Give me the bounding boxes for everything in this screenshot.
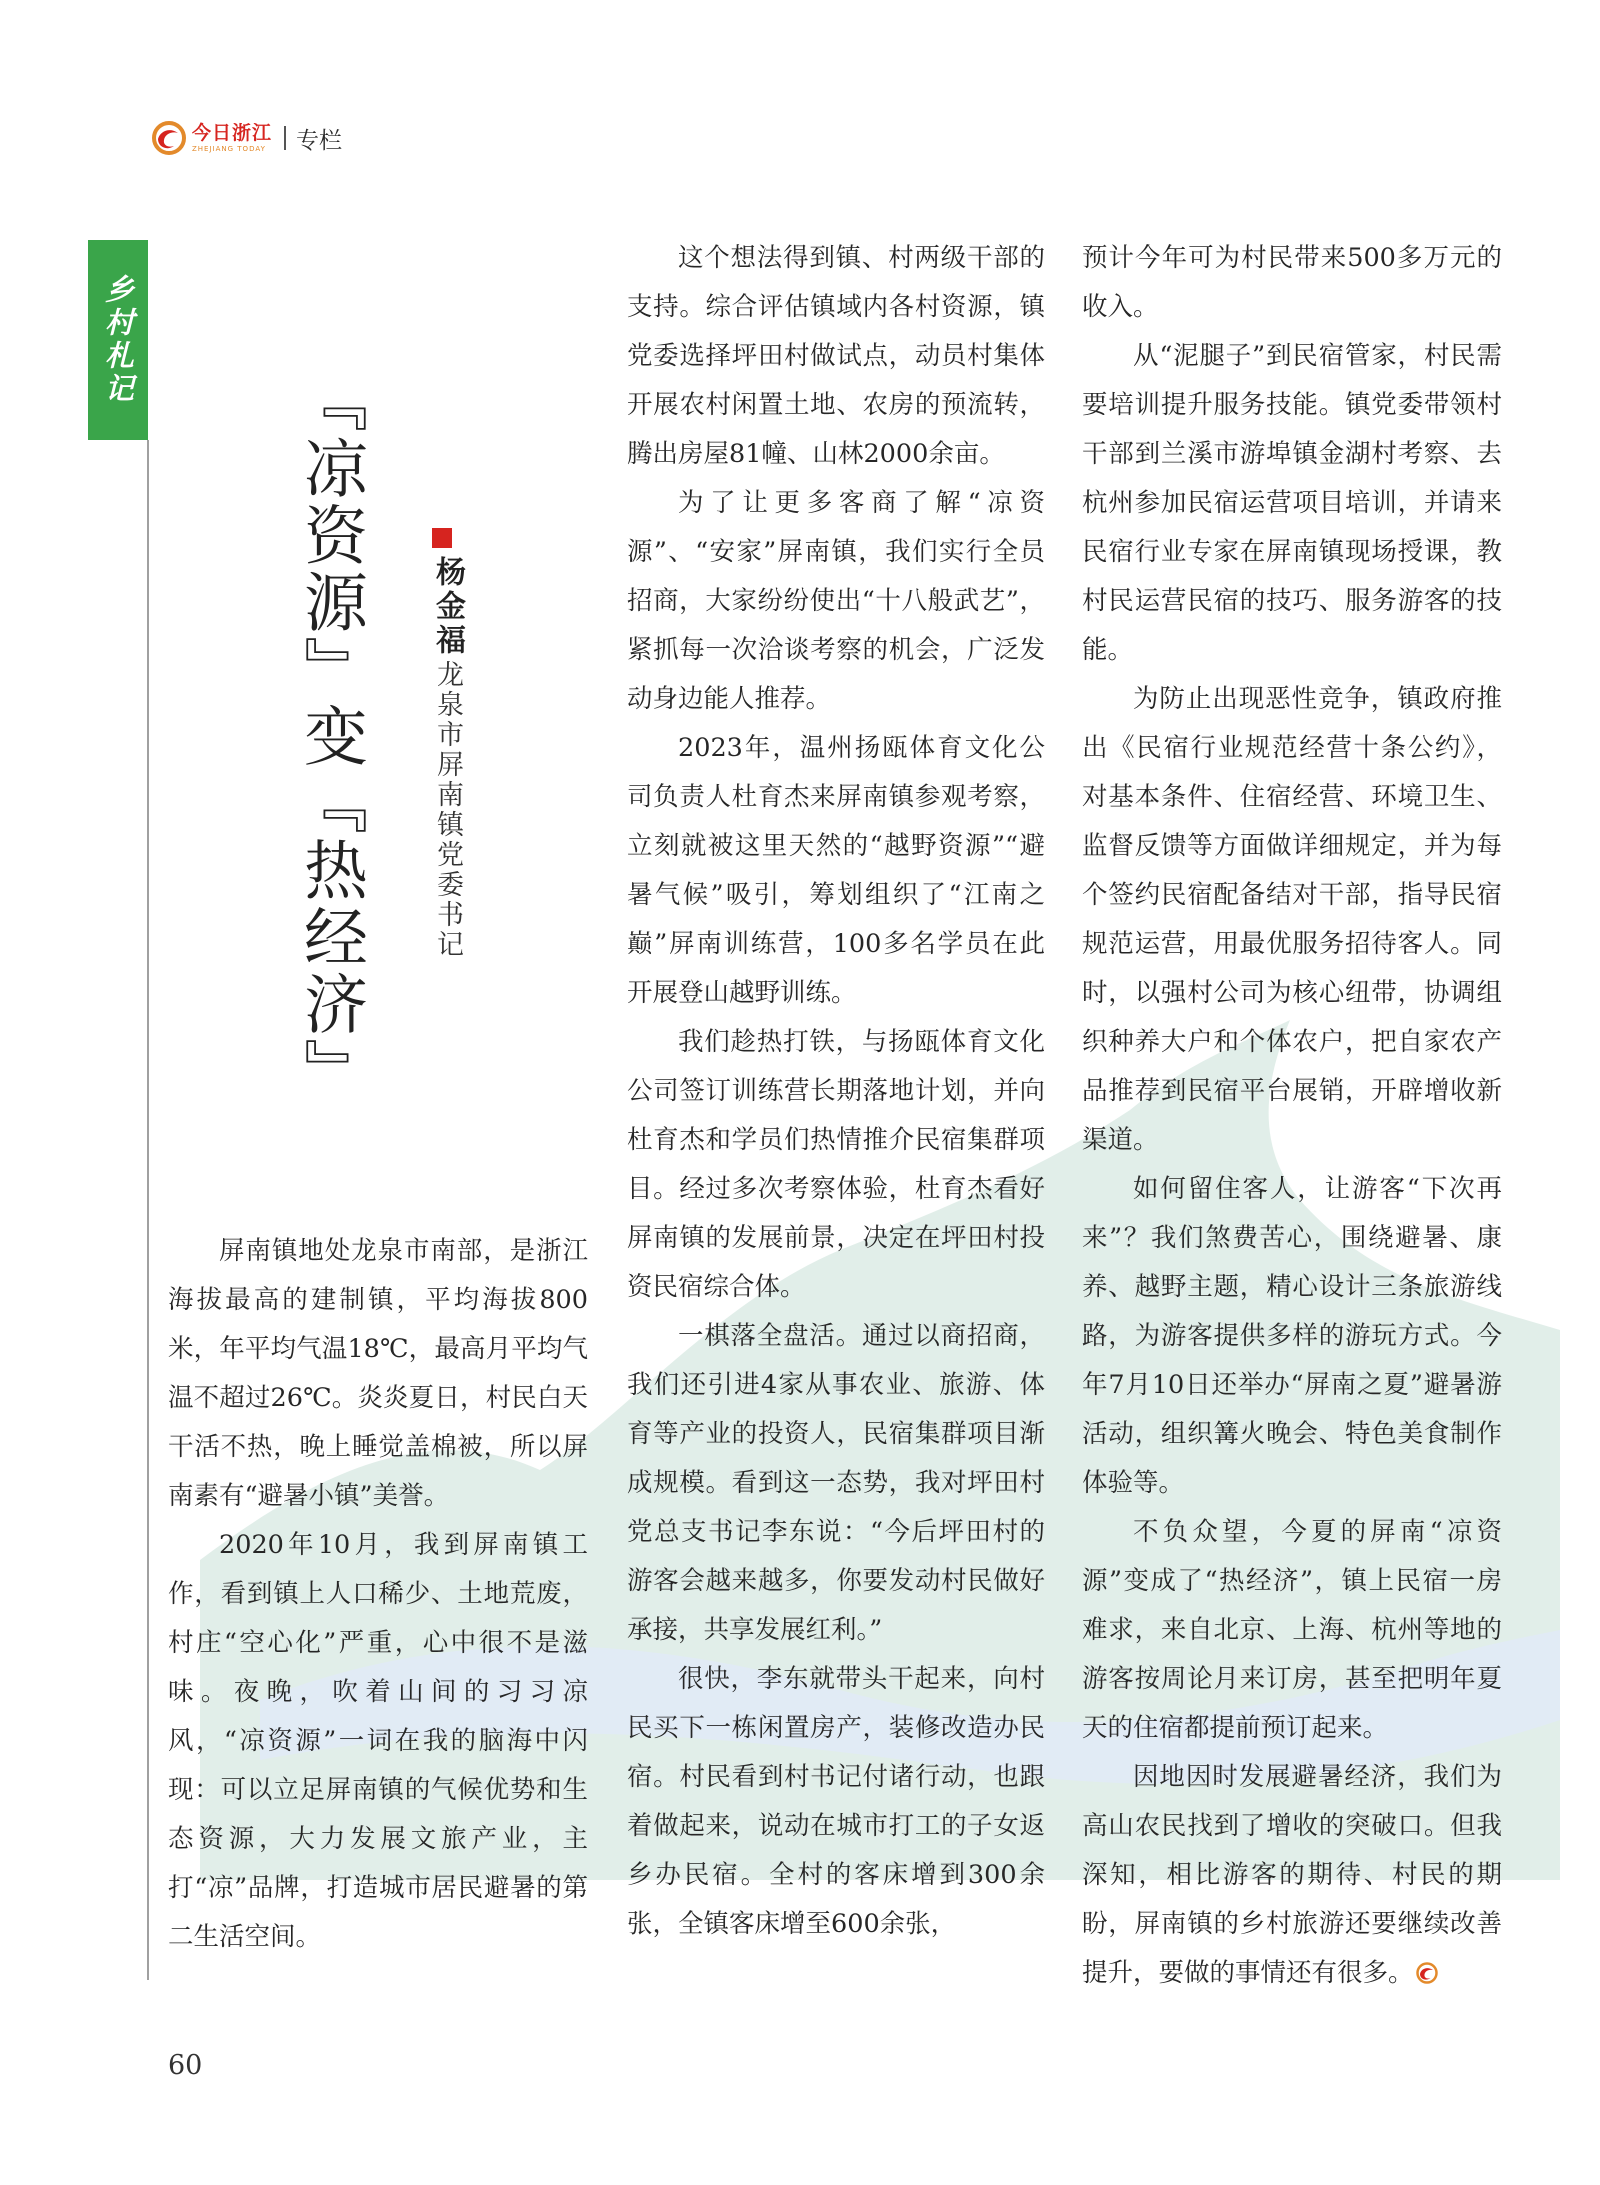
logo-subtext: ZHEJIANG TODAY — [192, 144, 266, 153]
paragraph: 预计今年可为村民带来500多万元的收入。 — [1082, 243, 1502, 322]
logo-text: 今日浙江 — [192, 121, 273, 144]
paragraph-text: 因地因时发展避暑经济，我们为高山农民找到了增收的突破口。但我深知，相比游客的期待、村民的期盼，屏南镇的乡村旅游还要继续改善提升，要做的事情还有很多。 — [1082, 1762, 1502, 1988]
paragraph: 屏南镇地处龙泉市南部，是浙江海拔最高的建制镇，平均海拔800米，年平均气温18℃，最高月平均气温不超过26℃。炎炎夏日，村民白天干活不热，晚上睡觉盖棉被，所以屏南素有“避暑小镇”美誉。 — [168, 1236, 588, 1511]
paragraph: 一棋落全盘活。通过以商招商，我们还引进4家从事农业、旅游、体育等产业的投资人，民宿集群项目渐成规模。看到这一态势，我对坪田村党总支书记李东说：“今后坪田村的游客会越来越多，你要发动村民做好承接，共享发展红利。” — [627, 1321, 1045, 1645]
paragraph: 为防止出现恶性竞争，镇政府推出《民宿行业规范经营十条公约》，对基本条件、住宿经营、环境卫生、监督反馈等方面做详细规定，并为每个签约民宿配备结对干部，指导民宿规范运营，用最优服务招待客人。同时，以强村公司为核心纽带，协调组织种养大户和个体农户，把自家农产品推荐到民宿平台展销，开辟增收新渠道。 — [1082, 684, 1502, 1155]
paragraph: 2020年10月，我到屏南镇工作，看到镇上人口稀少、土地荒废，村庄“空心化”严重，心中很不是滋味。夜晚，吹着山间的习习凉风，“凉资源”一词在我的脑海中闪现：可以立足屏南镇的气候优势和生态资源，大力发展文旅产业，主打“凉”品牌，打造城市居民避暑的第二生活空间。 — [168, 1530, 588, 1952]
section-label: 专栏 — [296, 127, 343, 154]
author-affiliation: 龙泉市屏南镇党委书记 — [432, 660, 463, 960]
left-margin-rule — [147, 440, 149, 1980]
page-number: 60 — [168, 2050, 203, 2081]
paragraph: 为了让更多客商了解“凉资源”、“安家”屏南镇，我们实行全员招商，大家纷纷使出“十八般武艺”，紧抓每一次洽谈考察的机会，广泛发动身边能人推荐。 — [627, 488, 1045, 714]
paragraph: 很快，李东就带头干起来，向村民买下一栋闲置房产，装修改造办民宿。村民看到村书记付诸行动，也跟着做起来，说动在城市打工的子女返乡办民宿。全村的客床增到300余张，全镇客床增至600余张， — [627, 1664, 1045, 1939]
page-header — [152, 118, 342, 158]
text-column-2 — [627, 234, 1045, 1949]
paragraph: 如何留住客人，让游客“下次再来”？我们煞费苦心，围绕避暑、康养、越野主题，精心设计三条旅游线路，为游客提供多样的游玩方式。今年7月10日还举办“屏南之夏”避暑游活动，组织篝火晚会、特色美食制作体验等。 — [1082, 1174, 1502, 1498]
paragraph: 不负众望，今夏的屏南“凉资源”变成了“热经济”，镇上民宿一房难求，来自北京、上海、杭州等地的游客按周论月来订房，甚至把明年夏天的住宿都提前预订起来。 — [1082, 1517, 1502, 1743]
column-tag-label: 乡村札记 — [101, 274, 135, 406]
paragraph: 2023年，温州扬瓯体育文化公司负责人杜育杰来屏南镇参观考察，立刻就被这里天然的“越野资源”“避暑气候”吸引，筹划组织了“江南之巅”屏南训练营，100多名学员在此开展登山越野训练。 — [627, 733, 1045, 1008]
paragraph-last — [1082, 1753, 1502, 1998]
text-column-3 — [1082, 234, 1502, 1998]
paragraph: 我们趁热打铁，与扬瓯体育文化公司签订训练营长期落地计划，并向杜育杰和学员们热情推介民宿集群项目。经过多次考察体验，杜育杰看好屏南镇的发展前景，决定在坪田村投资民宿综合体。 — [627, 1027, 1045, 1302]
swirl-logo-icon — [152, 121, 186, 155]
swirl-end-icon — [1416, 1962, 1438, 1984]
column-tag — [88, 240, 148, 440]
paragraph: 从“泥腿子”到民宿管家，村民需要培训提升服务技能。镇党委带领村干部到兰溪市游埠镇金湖村考察、去杭州参加民宿运营项目培训，并请来民宿行业专家在屏南镇现场授课，教村民运营民宿的技巧、服务游客的技能。 — [1082, 341, 1502, 665]
author-marker — [432, 528, 452, 548]
article-title: 『凉资源』变『热经济』 — [293, 368, 367, 1105]
magazine-logo — [152, 121, 272, 155]
author-name: 杨金福 — [430, 556, 465, 658]
paragraph: 这个想法得到镇、村两级干部的支持。综合评估镇域内各村资源，镇党委选择坪田村做试点，动员村集体开展农村闲置土地、农房的预流转，腾出房屋81幢、山林2000余亩。 — [627, 243, 1045, 469]
text-column-1 — [168, 1227, 588, 1962]
header-divider — [284, 126, 286, 150]
